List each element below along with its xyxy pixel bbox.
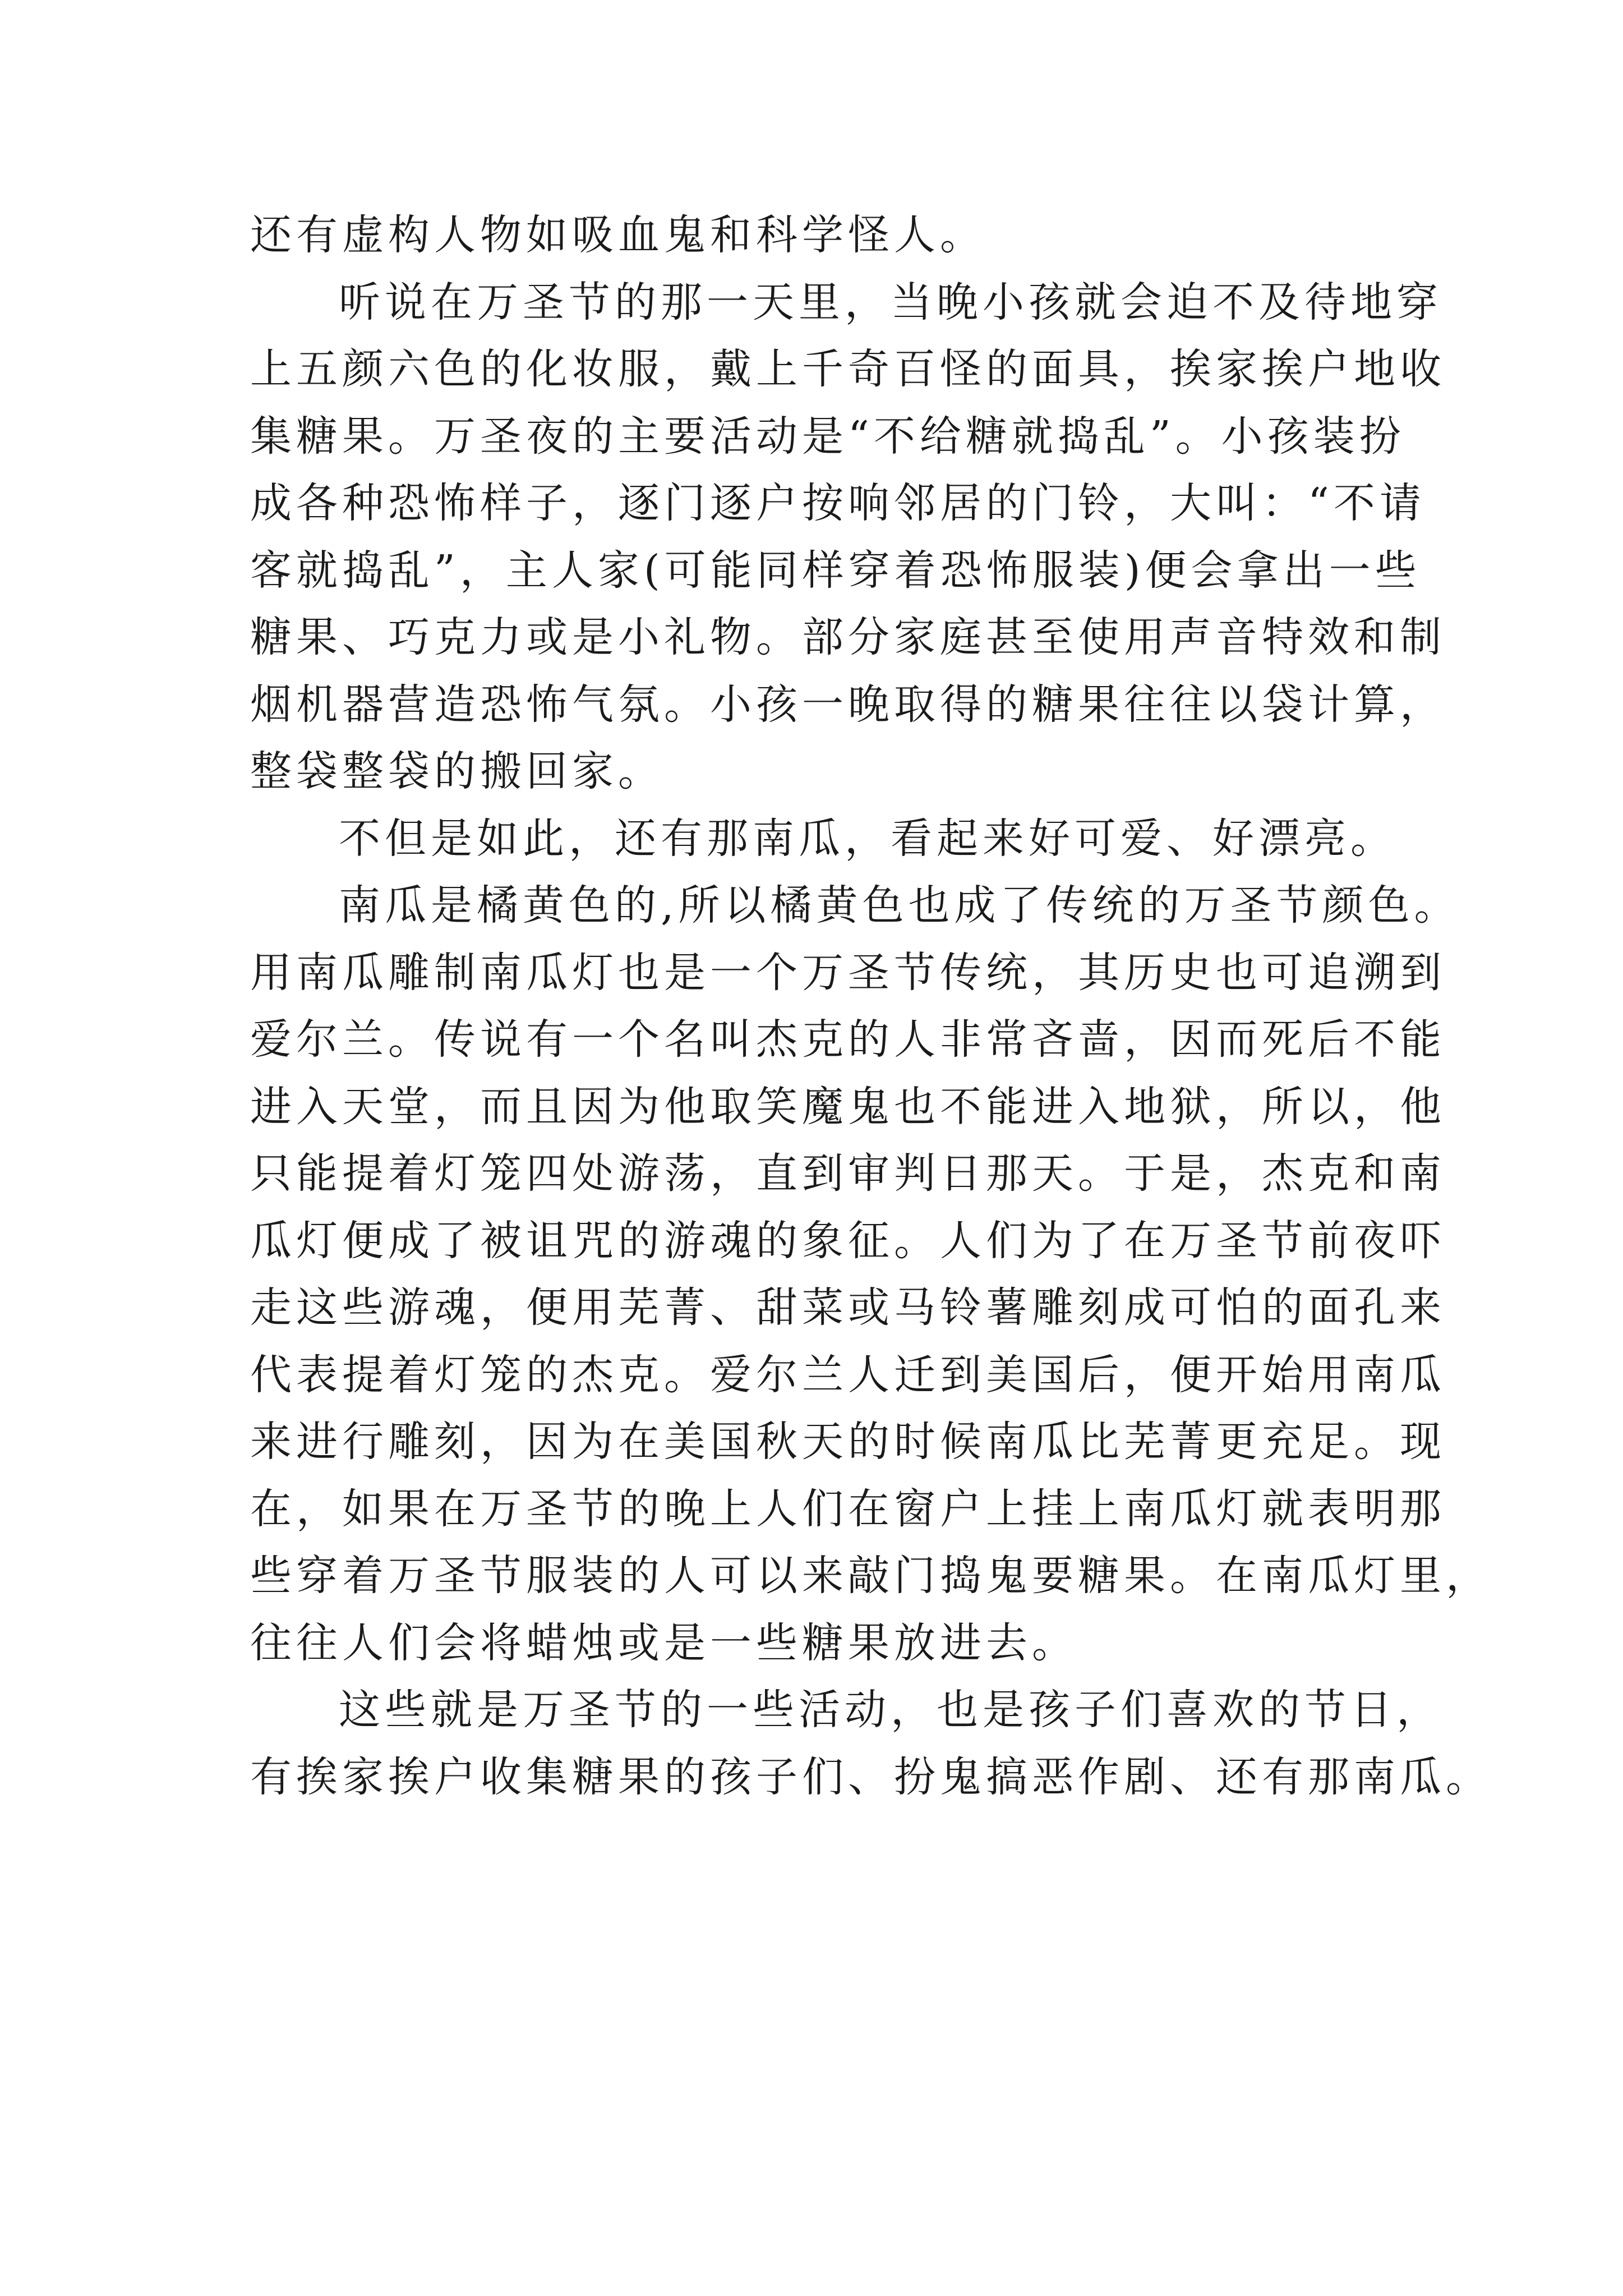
text-line: 用南瓜雕制南瓜灯也是一个万圣节传统，其历史也可追溯到 xyxy=(250,948,1446,997)
text-line: 不但是如此，还有那南瓜，看起来好可爱、好漂亮。 xyxy=(339,814,1396,863)
text-line: 只能提着灯笼四处游荡，直到审判日那天。于是，杰克和南 xyxy=(250,1149,1446,1198)
text-line: 听说在万圣节的那一天里，当晚小孩就会迫不及待地穿 xyxy=(339,278,1442,326)
text-line: 来进行雕刻，因为在美国秋天的时候南瓜比芜菁更充足。现 xyxy=(250,1418,1446,1466)
text-line: 走这些游魂，便用芜菁、甜菜或马铃薯雕刻成可怕的面孔来 xyxy=(250,1283,1446,1332)
text-line: 成各种恐怖样子，逐门逐户按响邻居的门铃，大叫：“不请 xyxy=(250,479,1426,527)
text-line: 糖果、巧克力或是小礼物。部分家庭甚至使用声音特效和制 xyxy=(250,613,1446,661)
text-line: 爱尔兰。传说有一个名叫杰克的人非常吝啬，因而死后不能 xyxy=(250,1015,1446,1064)
text-line: 进入天堂，而且因为他取笑魔鬼也不能进入地狱，所以，他 xyxy=(250,1082,1446,1131)
text-line: 些穿着万圣节服装的人可以来敲门捣鬼要糖果。在南瓜灯里， xyxy=(250,1552,1492,1600)
text-line: 上五颜六色的化妆服，戴上千奇百怪的面具，挨家挨户地收 xyxy=(250,345,1446,393)
document-body xyxy=(250,202,1492,1811)
text-line: 瓜灯便成了被诅咒的游魂的象征。人们为了在万圣节前夜吓 xyxy=(250,1216,1446,1265)
text-line: 烟机器营造恐怖气氛。小孩一晚取得的糖果往往以袋计算， xyxy=(250,680,1446,729)
text-line: 集糖果。万圣夜的主要活动是“不给糖就捣乱”。小孩装扮 xyxy=(250,412,1405,461)
text-line: 这些就是万圣节的一些活动，也是孩子们喜欢的节日， xyxy=(339,1686,1442,1734)
text-line: 往往人们会将蜡烛或是一些糖果放进去。 xyxy=(250,1618,1078,1667)
text-line: 有挨家挨户收集糖果的孩子们、扮鬼搞恶作剧、还有那南瓜。 xyxy=(250,1752,1492,1801)
text-line: 南瓜是橘黄色的,所以橘黄色也成了传统的万圣节颜色。 xyxy=(339,881,1460,930)
text-line: 在，如果在万圣节的晚上人们在窗户上挂上南瓜灯就表明那 xyxy=(250,1484,1446,1533)
text-line: 客就捣乱”，主人家(可能同样穿着恐怖服装)便会拿出一些 xyxy=(250,546,1421,595)
text-line: 还有虚构人物如吸血鬼和科学怪人。 xyxy=(250,211,986,259)
text-line: 代表提着灯笼的杰克。爱尔兰人迁到美国后，便开始用南瓜 xyxy=(250,1350,1446,1399)
text-line: 整袋整袋的搬回家。 xyxy=(250,747,664,795)
